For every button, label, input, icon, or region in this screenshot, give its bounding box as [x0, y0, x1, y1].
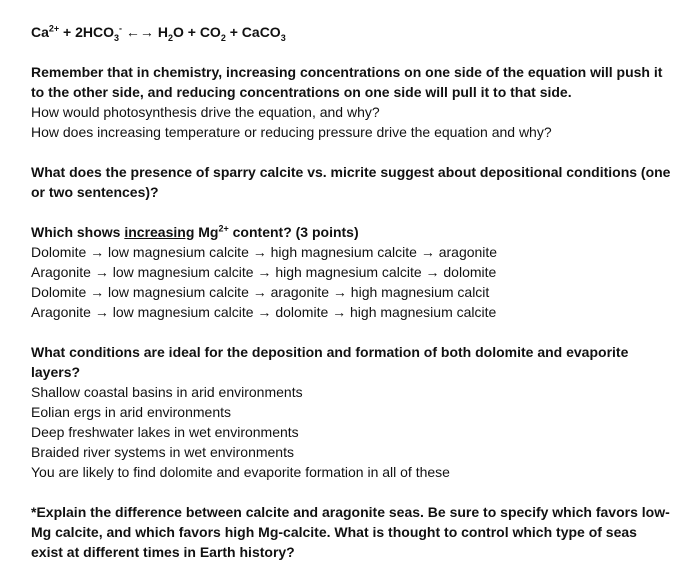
spacer	[31, 482, 671, 502]
mg-content-question	[31, 222, 671, 242]
sparry-calcite-question: What does the presence of sparry calcite vs. micrite suggest about depositional conditions (one or two sentences)?	[31, 164, 671, 200]
evaporite-option-2[interactable]: Eolian ergs in arid environments	[31, 404, 231, 420]
mg-question-underlined: increasing	[124, 224, 195, 240]
eq-bicarbonate: + 2HCO	[59, 24, 115, 40]
photosynthesis-question: How would photosynthesis drive the equation, and why?	[31, 104, 380, 120]
calcite-aragonite-seas-question: *Explain the difference between calcite and aragonite seas. Be sure to specify which favors low-Mg calcite, and which favors high Mg-calcite. What is thought to control which type of seas exist at different times in Earth history?	[31, 504, 670, 560]
mg-question-suffix: content? (3 points)	[228, 224, 359, 240]
evaporite-option-5[interactable]: You are likely to find dolomite and evaporite formation in all of these	[31, 464, 450, 480]
worksheet-page	[31, 22, 671, 562]
spacer	[31, 142, 671, 162]
eq-bicarbonate-charge: -	[119, 23, 123, 34]
eq-water-co2: O + CO	[172, 24, 221, 40]
eq-calcium: Ca	[31, 24, 49, 40]
mg-option-3[interactable]: Dolomite → low magnesium calcite → aragonite → high magnesium calcit	[31, 284, 490, 300]
eq-water-h: H	[157, 24, 168, 40]
evaporite-option-4[interactable]: Braided river systems in wet environments	[31, 444, 294, 460]
eq-calcium-charge: 2+	[48, 23, 60, 34]
temperature-pressure-question: How does increasing temperature or reducing pressure drive the equation and why?	[31, 124, 552, 140]
spacer	[31, 202, 671, 222]
evaporite-option-1[interactable]: Shallow coastal basins in arid environments	[31, 384, 303, 400]
eq-calcium-carbonate-sub: 3	[280, 32, 286, 43]
eq-bicarbonate-sub: 3	[114, 32, 120, 43]
eq-water-sub: 2	[167, 32, 173, 43]
chemistry-reminder: Remember that in chemistry, increasing concentrations on one side of the equation will push it to the other side, and reducing concentrations on one side will pull it to that side.	[31, 64, 663, 100]
mg-option-1[interactable]: Dolomite → low magnesium calcite → high magnesium calcite → aragonite	[31, 244, 498, 260]
eq-co2-sub: 2	[220, 32, 226, 43]
spacer	[31, 322, 671, 342]
eq-double-arrow-icon: ←→	[122, 24, 158, 40]
dolomite-evaporite-question: What conditions are ideal for the deposition and formation of both dolomite and evaporite layers?	[31, 344, 629, 380]
evaporite-option-3[interactable]: Deep freshwater lakes in wet environments	[31, 424, 299, 440]
mg-option-4[interactable]: Aragonite → low magnesium calcite → dolomite → high magnesium calcite	[31, 304, 497, 320]
mg-question-charge: 2+	[218, 223, 229, 234]
mg-option-2[interactable]: Aragonite → low magnesium calcite → high magnesium calcite → dolomite	[31, 264, 497, 280]
mg-question-prefix: Which shows	[31, 224, 125, 240]
chemical-equation	[31, 22, 671, 42]
spacer	[31, 42, 671, 62]
mg-question-mg: Mg	[194, 224, 219, 240]
eq-calcium-carbonate: + CaCO	[225, 24, 281, 40]
